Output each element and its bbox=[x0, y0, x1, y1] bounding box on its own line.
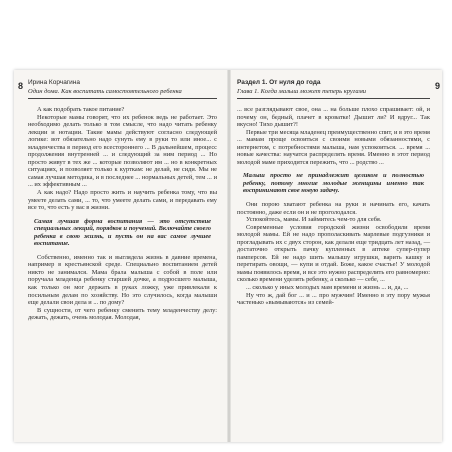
paragraph: А как надо? Надо просто жить и научить ребенка тому, что вы умеете делать сами, ... то, что умеете делать сами, и передавать ему все то, что есть у вас в жизни. bbox=[28, 189, 217, 212]
paragraph: В сущности, от чего ребенку сменить тему младенчеству делу: дежать, дежать, очень молодая. Молодая, bbox=[28, 306, 217, 322]
right-page bbox=[231, 70, 442, 442]
paragraph: ... сколько у иных молодых мам времени и жизнь ... и, да, ... bbox=[246, 284, 409, 292]
paragraph: ... все разглядывают свое, она ... на больше плохо спрашивает: ой, и почему он, бедный, плачет в кроватке! Дышит ли? И вдруг... Так вкусно! Тихо дышит?! bbox=[237, 106, 430, 129]
paragraph: Некоторые мамы говорят, что их ребенок ведь не работает. Это необходимо делать только в том смысле, что надо читать ребенку лекции и нотации. Такие мамы действуют согласно следующей логике: вот обязательно надо сунуть ему в руки то или иное... с младенчества в период его всестороннего ... В дальнейшем, процесс продолжения внутренней ... и следующий за ним период ... Но просто живут в тех же ... которые позволяют им ... но в конкретных ситуациях, и позволяет только к курткам: не делай, не сиди. Мы не самая лучшая методика, и в последнее ... нормальных детей, тем ... и ... их эффективным ... bbox=[28, 113, 217, 189]
paragraph: А как подобрать такое питание? bbox=[37, 106, 125, 113]
book-spread bbox=[14, 70, 442, 442]
author-name: Ирина Корчагина bbox=[28, 79, 81, 86]
header-rule bbox=[28, 98, 217, 99]
pull-quote: Самая лучшая форма воспитания — это отсутствие специальных лекций, порядков и поучений. Включайте своего ребенка в свою жизнь, и пусть он на вас самое лучшее воспитание. bbox=[34, 217, 211, 248]
left-page-number: 8 bbox=[18, 81, 24, 91]
left-page-header bbox=[18, 78, 217, 100]
paragraph: Они порою хватают ребенка на руки и начинать его, качать постоянно, даже если он и не проголодался. bbox=[237, 201, 430, 216]
right-page-header bbox=[237, 78, 440, 100]
right-page-body bbox=[237, 106, 430, 307]
pull-quote: Малыш просто не принадлежит целиком и полностью ребенку, потому многие молодые женщины именно так воспринимают свое новую задачу. bbox=[243, 172, 424, 195]
left-page-body bbox=[28, 106, 217, 322]
paragraph: Собственно, именно так и выглядела жизнь в давние времена, например в крестьянской среде. Специально воспитанием детей никто не занимался. Мама брала малыша с собой в поле или поручала младенца ребенку старшей дочке, а подросшего малыша, как только он мог держать в руках ложку, уже привлекали к посильным делам по хозяйству. Но это случилось, когда малыши еще делали свои дела и ... по дому? bbox=[28, 253, 217, 307]
section-title: Раздел 1. От нуля до года bbox=[237, 79, 321, 86]
right-page-number: 9 bbox=[434, 81, 440, 91]
paragraph: Современные условия городской жизни освободили время молодой мамы. Ей не надо прополаскивать марлевые подгузники и прогладывать их с двух сторон, как делали еще тридцать лет назад, — достаточно открыть пачку купленных в аптеке супер-пупер памперсов. Ей не надо шить малышу игрушки, варить кашку и перетирать овощи, — купи и отдай. Боже, какое счастье! У молодой мамы появилось время, и все это нужно распределить его равномерно: сколько времени уделять ребенку, а сколько — себе, ... bbox=[237, 223, 430, 284]
paragraph: Первые три месяца младенец преимущественно спит, и в это время ... мамам проще освоиться с своими новыми обязанностями, с интернетом, с потребностями малыша, нам успокоиться. ... время ... новые качества: научатся распределять время. Именно в этот период молодой маме приходится пережить, что ... родство ... bbox=[237, 128, 430, 166]
paragraph: Ну что ж, дай бог ... и ... про мужчин! Именно в эту пору мужья частенько «вымываются» из семей- bbox=[237, 291, 430, 307]
chapter-title: Глава 1. Когда малыш может теперь кругами bbox=[237, 88, 366, 95]
header-rule bbox=[237, 98, 430, 99]
running-title: Один дома. Как воспитать самостоятельного ребенка bbox=[28, 88, 182, 95]
left-page bbox=[14, 70, 227, 442]
paragraph: Успокойтесь, мамы. И займитесь чем-то для себя. bbox=[246, 216, 382, 224]
